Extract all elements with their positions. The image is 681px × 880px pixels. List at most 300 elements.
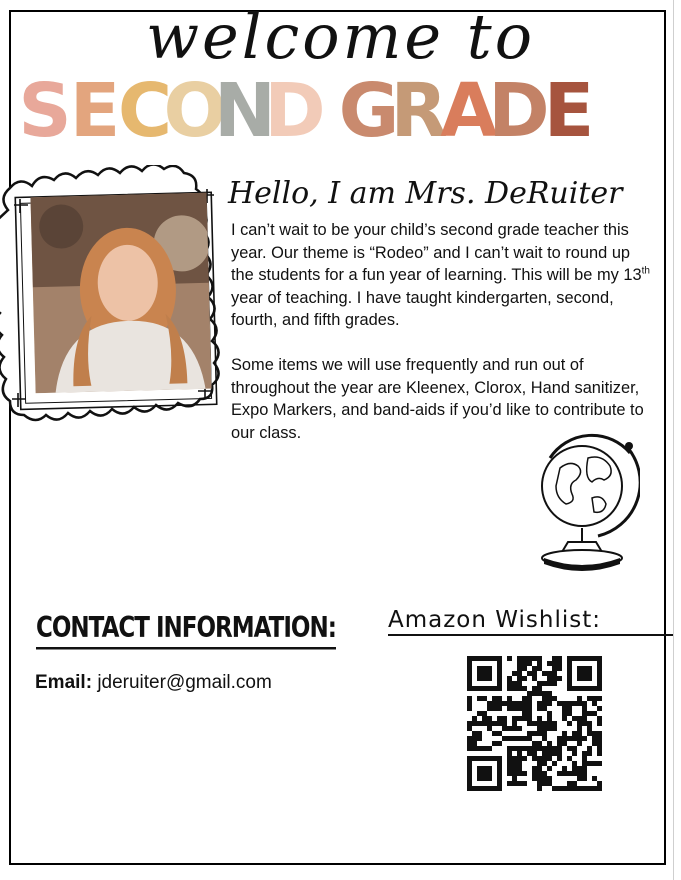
qr-module <box>522 736 527 741</box>
qr-module <box>532 671 537 676</box>
qr-module <box>477 746 482 751</box>
grade-letter: D <box>264 68 326 146</box>
qr-module <box>547 716 552 721</box>
qr-module <box>532 721 537 726</box>
qr-module <box>522 696 527 701</box>
qr-module <box>527 671 532 676</box>
qr-module <box>567 756 572 761</box>
qr-module <box>517 771 522 776</box>
qr-module <box>577 716 582 721</box>
qr-module <box>567 746 572 751</box>
qr-module <box>582 766 587 771</box>
qr-module <box>572 731 577 736</box>
qr-module <box>597 721 602 726</box>
qr-module <box>492 701 497 706</box>
qr-module <box>592 701 597 706</box>
qr-module <box>547 676 552 681</box>
qr-module <box>507 676 512 681</box>
qr-module <box>567 781 572 786</box>
qr-module <box>542 776 547 781</box>
intro-paragraph-1-a: I can’t wait to be your child’s second grade teacher this year. Our theme is “Rodeo” and I can’t wait to round up the students for a fun year of learning. This will be my 13 <box>231 221 642 285</box>
qr-module <box>572 771 577 776</box>
qr-module <box>587 726 592 731</box>
qr-module <box>582 761 587 766</box>
qr-module <box>467 721 472 726</box>
qr-module <box>472 736 477 741</box>
qr-module <box>522 716 527 721</box>
qr-module <box>537 781 542 786</box>
qr-module <box>557 661 562 666</box>
qr-module <box>492 696 497 701</box>
qr-module <box>517 761 522 766</box>
qr-module <box>472 746 477 751</box>
qr-module <box>527 706 532 711</box>
qr-module <box>582 706 587 711</box>
qr-module <box>582 771 587 776</box>
qr-module <box>517 706 522 711</box>
qr-module <box>552 681 557 686</box>
qr-module <box>582 786 587 791</box>
qr-module <box>557 786 562 791</box>
qr-module <box>582 701 587 706</box>
qr-module <box>517 781 522 786</box>
grade-letter: E <box>69 68 121 146</box>
qr-module <box>507 701 512 706</box>
teacher-portrait <box>30 193 211 394</box>
qr-module <box>537 716 542 721</box>
qr-module <box>522 686 527 691</box>
qr-module <box>512 781 517 786</box>
qr-module <box>562 766 567 771</box>
qr-module <box>522 771 527 776</box>
qr-module <box>522 706 527 711</box>
qr-module <box>517 716 522 721</box>
grade-letter: N <box>214 68 276 146</box>
qr-module <box>512 701 517 706</box>
qr-module <box>557 756 562 761</box>
qr-module <box>537 721 542 726</box>
qr-module <box>537 661 542 666</box>
qr-module <box>542 731 547 736</box>
qr-module <box>542 691 547 696</box>
qr-module <box>497 721 502 726</box>
qr-module <box>507 686 512 691</box>
qr-module <box>577 696 582 701</box>
grade-letter: G <box>338 68 400 146</box>
qr-module <box>557 751 562 756</box>
qr-module <box>542 681 547 686</box>
qr-module <box>547 751 552 756</box>
qr-module <box>542 721 547 726</box>
qr-module <box>562 711 567 716</box>
qr-module <box>532 691 537 696</box>
qr-module <box>512 726 517 731</box>
qr-module <box>527 696 532 701</box>
qr-module <box>547 721 552 726</box>
qr-module <box>517 766 522 771</box>
qr-module <box>527 661 532 666</box>
qr-module <box>577 766 582 771</box>
qr-module <box>577 786 582 791</box>
qr-module <box>542 706 547 711</box>
qr-module <box>577 731 582 736</box>
welcome-script-title: welcome to <box>145 0 536 73</box>
qr-module <box>532 776 537 781</box>
qr-module <box>467 746 472 751</box>
qr-module <box>552 786 557 791</box>
qr-module <box>592 786 597 791</box>
intro-text <box>231 219 656 444</box>
qr-module <box>532 656 537 661</box>
qr-module <box>562 741 567 746</box>
qr-module <box>542 771 547 776</box>
qr-module <box>532 771 537 776</box>
qr-module <box>597 716 602 721</box>
qr-module <box>497 716 502 721</box>
teacher-greeting: Hello, I am Mrs. DeRuiter <box>228 176 623 211</box>
qr-module <box>532 686 537 691</box>
qr-module <box>592 761 597 766</box>
second-grade-letters <box>20 66 660 146</box>
qr-module <box>592 741 597 746</box>
qr-module <box>487 701 492 706</box>
qr-module <box>522 701 527 706</box>
qr-module <box>572 701 577 706</box>
qr-module <box>587 761 592 766</box>
page-edge-line <box>673 0 674 880</box>
qr-module <box>587 696 592 701</box>
qr-module <box>507 781 512 786</box>
qr-module <box>522 666 527 671</box>
qr-module <box>557 666 562 671</box>
qr-module <box>467 696 472 701</box>
qr-module <box>477 721 482 726</box>
qr-module <box>557 656 562 661</box>
intro-paragraph-2: Some items we will use frequently and run out of throughout the year are Kleenex, Clorox, Hand sanitizer, Expo Markers, and band-aids if you’d like to contribute to our class. <box>231 355 644 442</box>
qr-module <box>517 666 522 671</box>
qr-module <box>532 731 537 736</box>
grade-letter: A <box>440 68 498 146</box>
qr-module <box>532 766 537 771</box>
qr-module <box>517 686 522 691</box>
intro-paragraph-1-b: year of teaching. I have taught kindergarten, second, fourth, and fifth grades. <box>231 288 614 330</box>
grade-letter: E <box>543 68 595 146</box>
qr-module <box>562 736 567 741</box>
qr-module <box>552 751 557 756</box>
qr-module <box>572 746 577 751</box>
qr-module <box>497 741 502 746</box>
qr-module <box>517 681 522 686</box>
grade-letter: S <box>20 68 72 146</box>
qr-module <box>477 696 482 701</box>
qr-module <box>492 721 497 726</box>
qr-module <box>532 756 537 761</box>
qr-module <box>537 706 542 711</box>
qr-module <box>497 701 502 706</box>
qr-module <box>527 716 532 721</box>
qr-module <box>537 666 542 671</box>
qr-module <box>572 751 577 756</box>
qr-module <box>547 696 552 701</box>
qr-module <box>512 721 517 726</box>
qr-module <box>587 751 592 756</box>
qr-module <box>517 671 522 676</box>
qr-module <box>502 721 507 726</box>
qr-module <box>517 736 522 741</box>
qr-module <box>577 776 582 781</box>
qr-module <box>477 731 482 736</box>
qr-module <box>592 776 597 781</box>
qr-module <box>572 761 577 766</box>
qr-module <box>557 736 562 741</box>
qr-module <box>567 771 572 776</box>
qr-module <box>547 671 552 676</box>
qr-module <box>492 741 497 746</box>
qr-module <box>592 736 597 741</box>
qr-module <box>522 656 527 661</box>
qr-module <box>537 656 542 661</box>
qr-module <box>542 726 547 731</box>
qr-module <box>537 766 542 771</box>
qr-module <box>527 711 532 716</box>
qr-module <box>487 716 492 721</box>
qr-module <box>592 731 597 736</box>
qr-module <box>487 721 492 726</box>
qr-module <box>552 746 557 751</box>
teacher-photo <box>30 193 211 394</box>
qr-module <box>542 751 547 756</box>
qr-module <box>537 691 542 696</box>
qr-module <box>547 681 552 686</box>
grade-letter: O <box>163 68 227 146</box>
qr-module <box>537 726 542 731</box>
qr-module <box>587 721 592 726</box>
qr-module <box>497 696 502 701</box>
qr-module <box>512 771 517 776</box>
qr-module <box>577 771 582 776</box>
intro-paragraph-1 <box>231 219 656 332</box>
qr-module <box>557 746 562 751</box>
qr-module <box>487 706 492 711</box>
qr-module <box>507 736 512 741</box>
qr-module <box>527 751 532 756</box>
qr-module <box>567 736 572 741</box>
qr-module <box>507 766 512 771</box>
qr-module <box>547 781 552 786</box>
qr-module <box>512 736 517 741</box>
qr-module <box>522 756 527 761</box>
qr-module <box>537 776 542 781</box>
qr-module <box>547 766 552 771</box>
qr-module <box>472 721 477 726</box>
qr-module <box>597 761 602 766</box>
qr-module <box>507 746 512 751</box>
qr-module <box>507 706 512 711</box>
qr-module <box>597 731 602 736</box>
qr-module <box>522 781 527 786</box>
qr-module <box>532 666 537 671</box>
qr-module <box>552 726 557 731</box>
qr-module <box>512 671 517 676</box>
qr-module <box>527 746 532 751</box>
qr-module <box>562 771 567 776</box>
qr-module <box>542 701 547 706</box>
qr-module <box>577 726 582 731</box>
qr-module <box>542 696 547 701</box>
wishlist-qr-code[interactable] <box>467 656 602 791</box>
qr-finder-eye <box>577 666 592 681</box>
qr-module <box>597 781 602 786</box>
email-line <box>35 672 272 694</box>
qr-module <box>497 706 502 711</box>
qr-module <box>582 716 587 721</box>
qr-module <box>572 736 577 741</box>
qr-module <box>587 711 592 716</box>
qr-module <box>597 786 602 791</box>
qr-module <box>547 726 552 731</box>
qr-module <box>597 696 602 701</box>
qr-module <box>537 686 542 691</box>
qr-module <box>517 751 522 756</box>
qr-module <box>547 756 552 761</box>
qr-module <box>582 751 587 756</box>
qr-module <box>522 661 527 666</box>
qr-module <box>557 771 562 776</box>
qr-module <box>557 676 562 681</box>
qr-module <box>512 686 517 691</box>
second-grade-title <box>20 66 660 146</box>
qr-module <box>572 766 577 771</box>
qr-module <box>472 716 477 721</box>
qr-module <box>467 701 472 706</box>
qr-module <box>552 761 557 766</box>
email-address[interactable]: jderuiter@gmail.com <box>97 672 272 693</box>
contact-heading: CONTACT INFORMATION: <box>36 612 336 650</box>
qr-module <box>532 741 537 746</box>
qr-module <box>492 706 497 711</box>
qr-module <box>527 731 532 736</box>
amazon-wishlist-heading: Amazon Wishlist: <box>388 606 673 636</box>
qr-module <box>482 716 487 721</box>
qr-module <box>572 781 577 786</box>
qr-module <box>522 711 527 716</box>
qr-module <box>542 781 547 786</box>
qr-module <box>547 701 552 706</box>
qr-module <box>482 711 487 716</box>
qr-module <box>542 736 547 741</box>
qr-module <box>487 746 492 751</box>
qr-module <box>532 751 537 756</box>
qr-module <box>557 701 562 706</box>
qr-module <box>502 716 507 721</box>
qr-module <box>517 701 522 706</box>
qr-module <box>517 726 522 731</box>
qr-module <box>527 736 532 741</box>
qr-module <box>517 656 522 661</box>
qr-module <box>512 746 517 751</box>
qr-module <box>567 721 572 726</box>
qr-module <box>597 736 602 741</box>
qr-module <box>537 741 542 746</box>
qr-module <box>547 746 552 751</box>
qr-module <box>587 786 592 791</box>
qr-module <box>482 746 487 751</box>
ordinal-suffix: th <box>641 265 650 277</box>
qr-module <box>542 761 547 766</box>
qr-module <box>562 716 567 721</box>
qr-module <box>507 656 512 661</box>
grade-letter: D <box>488 68 550 146</box>
qr-finder-eye <box>477 766 492 781</box>
qr-module <box>512 716 517 721</box>
qr-module <box>537 746 542 751</box>
qr-module <box>532 746 537 751</box>
qr-module <box>512 706 517 711</box>
qr-finder-eye <box>477 666 492 681</box>
qr-module <box>597 746 602 751</box>
qr-module <box>527 701 532 706</box>
qr-module <box>562 786 567 791</box>
qr-module <box>502 736 507 741</box>
qr-module <box>517 746 522 751</box>
qr-module <box>562 706 567 711</box>
qr-module <box>572 786 577 791</box>
grade-letter: C <box>117 68 173 146</box>
qr-module <box>507 761 512 766</box>
qr-module <box>502 701 507 706</box>
qr-module <box>552 721 557 726</box>
qr-module <box>502 726 507 731</box>
qr-module <box>582 736 587 741</box>
qr-module <box>587 731 592 736</box>
qr-module <box>567 786 572 791</box>
qr-module <box>577 701 582 706</box>
email-label: Email: <box>35 672 93 693</box>
globe-icon <box>530 428 640 573</box>
qr-module <box>507 756 512 761</box>
qr-module <box>507 751 512 756</box>
qr-module <box>507 726 512 731</box>
qr-module <box>472 731 477 736</box>
qr-module <box>547 691 552 696</box>
qr-module <box>547 711 552 716</box>
qr-module <box>477 711 482 716</box>
qr-module <box>517 676 522 681</box>
qr-module <box>577 736 582 741</box>
qr-module <box>507 771 512 776</box>
qr-module <box>562 701 567 706</box>
qr-module <box>537 731 542 736</box>
qr-module <box>537 701 542 706</box>
qr-module <box>527 721 532 726</box>
qr-module <box>547 661 552 666</box>
qr-module <box>527 656 532 661</box>
qr-module <box>512 776 517 781</box>
qr-module <box>482 696 487 701</box>
qr-module <box>467 741 472 746</box>
qr-module <box>542 746 547 751</box>
qr-module <box>537 771 542 776</box>
qr-module <box>597 751 602 756</box>
qr-module <box>542 671 547 676</box>
qr-module <box>597 741 602 746</box>
qr-module <box>582 756 587 761</box>
qr-module <box>472 741 477 746</box>
qr-module <box>522 746 527 751</box>
qr-module <box>532 676 537 681</box>
qr-module <box>567 701 572 706</box>
qr-module <box>507 681 512 686</box>
